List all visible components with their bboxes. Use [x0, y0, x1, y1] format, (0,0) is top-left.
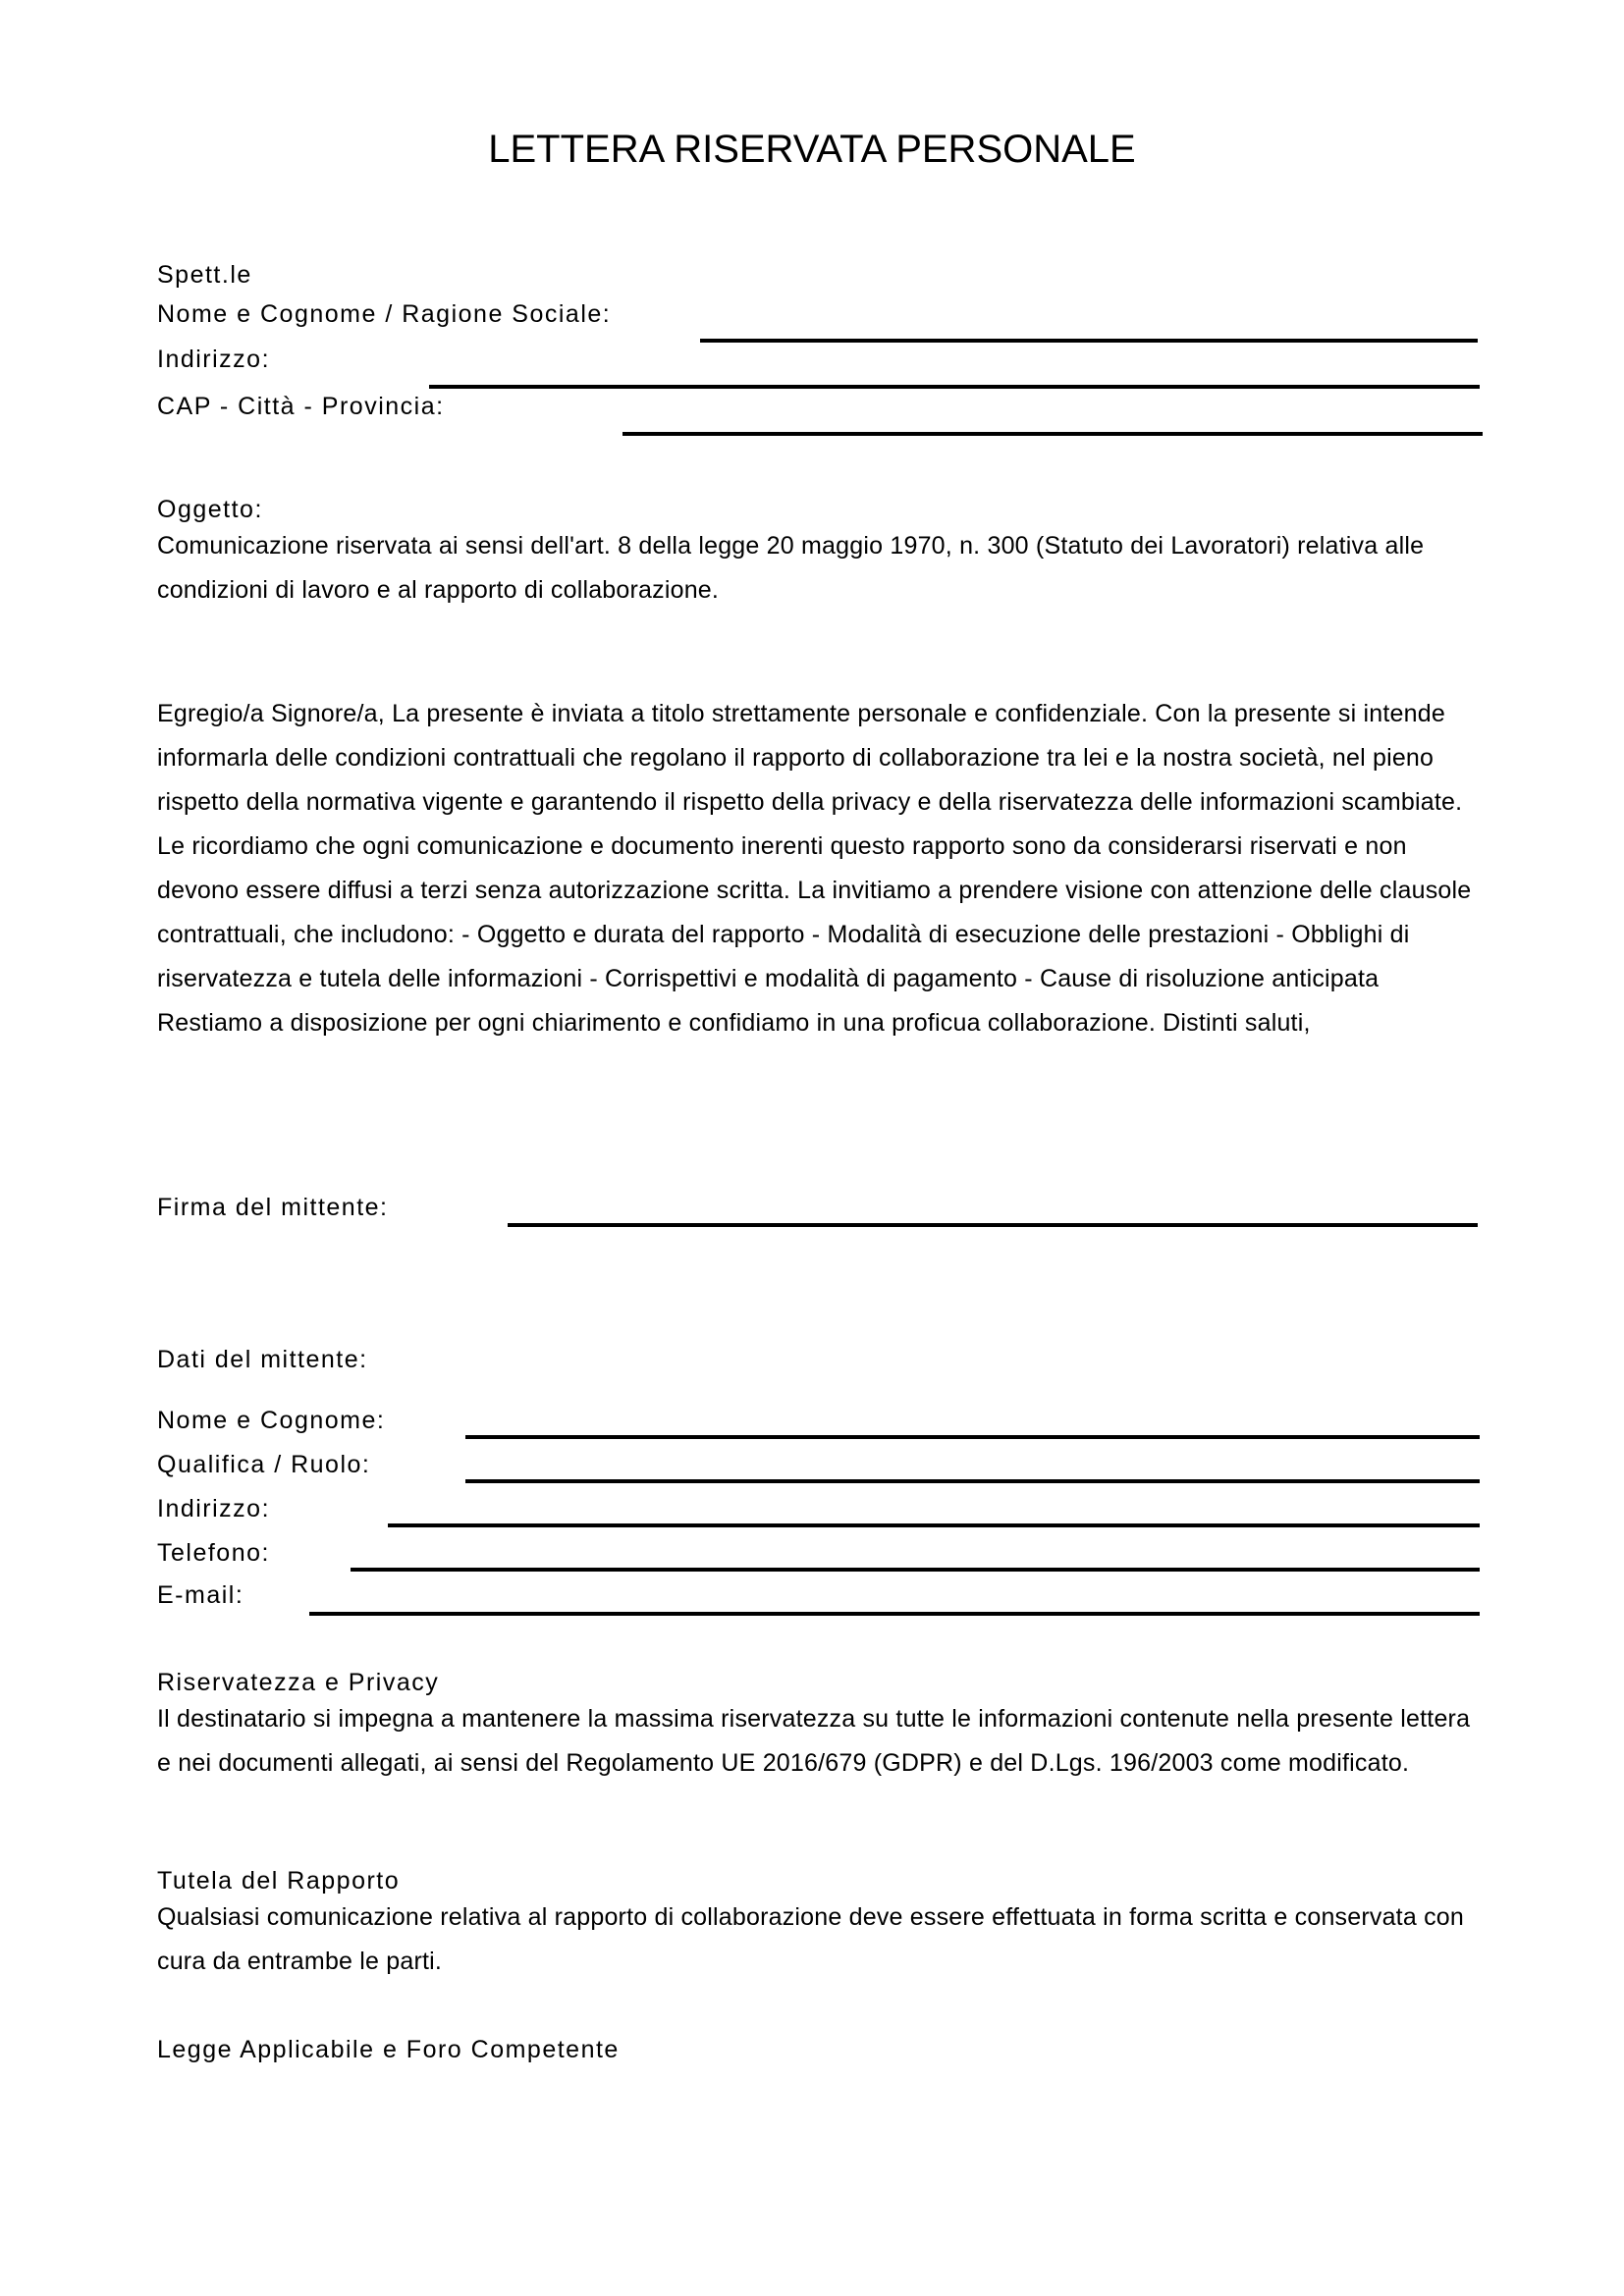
sender-email-fill-line — [309, 1612, 1480, 1616]
sender-name-label: Nome e Cognome: — [157, 1407, 386, 1434]
sender-phone-fill-line — [351, 1568, 1480, 1572]
sender-phone-label: Telefono: — [157, 1539, 270, 1567]
signature-label: Firma del mittente: — [157, 1194, 389, 1221]
recipient-city-label: CAP - Città - Provincia: — [157, 393, 445, 420]
recipient-address-fill-line — [429, 385, 1480, 389]
sender-address-label: Indirizzo: — [157, 1495, 271, 1522]
privacy-heading: Riservatezza e Privacy — [157, 1669, 440, 1696]
protection-text: Qualsiasi comunicazione relativa al rapporto di collaborazione deve essere effettuata in forma scritta e conservata con cura da entrambe le parti. — [157, 1903, 1464, 1975]
recipient-name-label: Nome e Cognome / Ragione Sociale: — [157, 300, 612, 328]
body-paragraph: Egregio/a Signore/a, La presente è inviata a titolo strettamente personale e confidenziale. Con la presente si intende informarla delle condizioni contrattuali che regolano il rapporto di collaborazione tra lei e la nostra società, nel pieno rispetto della normativa vigente e garantendo il rispetto della privacy e della riservatezza delle informazioni scambiate. Le ricordiamo che ogni comunicazione e documento inerenti questo rapporto sono da considerarsi riservati e non devono essere diffusi a terzi senza autorizzazione scritta. La invitiamo a prendere visione con attenzione delle clausole contrattuali, che includono: - Oggetto e durata del rapporto - Modalità di esecuzione delle prestazioni - Obblighi di riservatezza e tutela delle informazioni - Corrispettivi e modalità di pagamento - Cause di risoluzione anticipata Restiamo a disposizione per ogni chiarimento e confidiamo in una proficua collaborazione. Distinti saluti, — [157, 700, 1472, 1037]
document-title: LETTERA RISERVATA PERSONALE — [488, 128, 1136, 171]
sender-email-label: E-mail: — [157, 1581, 244, 1609]
subject-text: Comunicazione riservata ai sensi dell'art. 8 della legge 20 maggio 1970, n. 300 (Statuto dei Lavoratori) relativa alle condizioni di lavoro e al rapporto di collaborazione. — [157, 532, 1425, 604]
recipient-address-label: Indirizzo: — [157, 346, 271, 373]
law-heading: Legge Applicabile e Foro Competente — [157, 2036, 620, 2063]
sender-role-label: Qualifica / Ruolo: — [157, 1451, 371, 1478]
signature-fill-line — [508, 1223, 1478, 1227]
sender-address-fill-line — [388, 1523, 1480, 1527]
sender-name-fill-line — [465, 1435, 1480, 1439]
recipient-salutation: Spett.le — [157, 261, 252, 289]
sender-role-fill-line — [465, 1479, 1480, 1483]
subject-heading: Oggetto: — [157, 496, 263, 523]
recipient-name-fill-line — [700, 339, 1478, 343]
sender-heading: Dati del mittente: — [157, 1346, 368, 1373]
privacy-text: Il destinatario si impegna a mantenere la massima riservatezza su tutte le informazioni contenute nella presente lettera e nei documenti allegati, ai sensi del Regolamento UE 2016/679 (GDPR) e del D.Lgs. 196/2003 come modificato. — [157, 1705, 1471, 1777]
protection-heading: Tutela del Rapporto — [157, 1867, 401, 1895]
recipient-city-fill-line — [623, 432, 1483, 436]
